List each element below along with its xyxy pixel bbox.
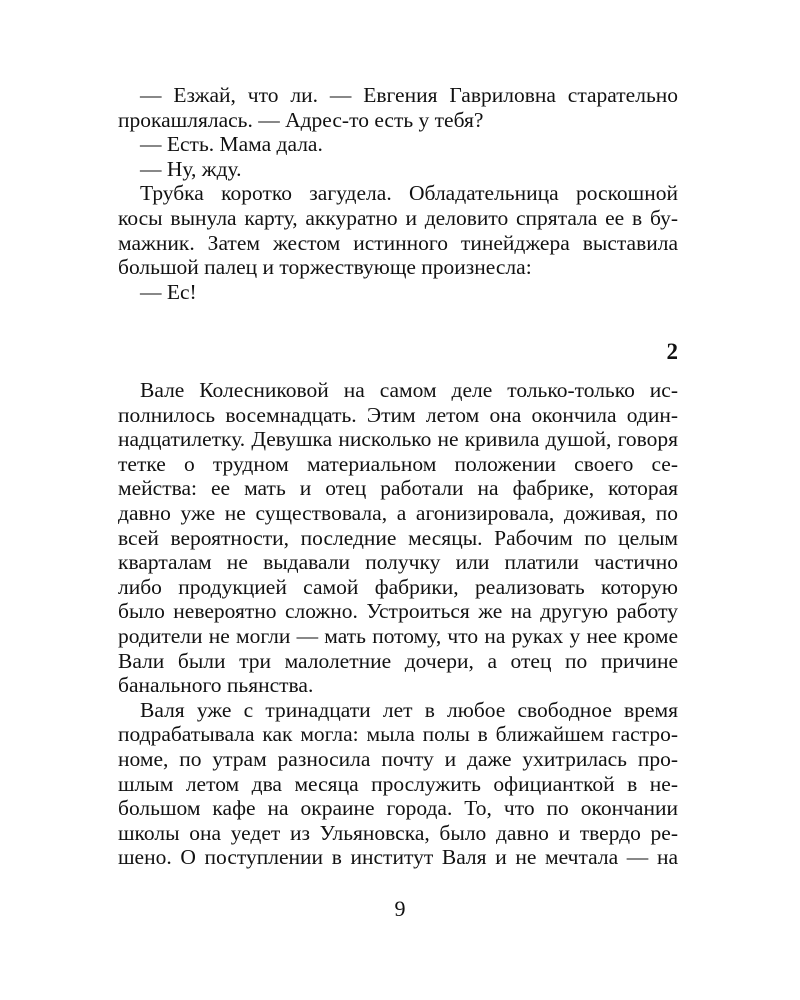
text-line: мажник. Затем жестом истинного тинейджера выставила (118, 230, 678, 255)
text-line: шено. О поступлении в институт Валя и не мечтала — на (118, 845, 678, 870)
text-line: Валя уже с тринадцати лет в любое свободное время (140, 697, 678, 722)
text-line: косы вынула карту, аккуратно и деловито спрятала ее в бу- (118, 205, 678, 230)
text-line: большой палец и торжествующе произнесла: (118, 255, 532, 280)
page-number: 9 (394, 896, 406, 921)
text-line: полнилось восемнадцать. Этим летом она окончила один- (118, 402, 678, 427)
text-line: подрабатывала как могла: мыла полы в ближайшем гастро- (118, 722, 678, 747)
text-line: шлым летом два месяца прослужить официанткой в не- (118, 771, 678, 796)
text-line: тетке о трудном материальном положении своего се- (118, 451, 678, 476)
text-line: — Ну, жду. (140, 156, 242, 181)
text-line: — Ес! (140, 279, 197, 304)
text-line: всей вероятности, последние месяцы. Рабочим по целым (118, 525, 678, 550)
text-line: мейства: ее мать и отец работали на фабрике, которая (118, 476, 678, 501)
text-line: номе, по утрам разносила почту и даже ухитрилась про- (118, 746, 678, 771)
text-line: давно уже не существовала, а агонизировала, доживая, по (118, 500, 678, 525)
body-section (118, 378, 678, 870)
text-line: банального пьянства. (118, 673, 314, 698)
text-line: кварталам не выдавали получку или платили частично (118, 550, 678, 575)
text-line: прокашлялась. — Адрес-то есть у тебя? (118, 107, 484, 132)
text-line: Вали были три малолетние дочери, а отец по причине (118, 648, 678, 673)
text-line: Вале Колесниковой на самом деле только-только ис- (140, 378, 678, 402)
text-line: было невероятно сложно. Устроиться же на другую работу (118, 599, 678, 624)
text-line: Трубка коротко загудела. Обладательница роскошной (140, 181, 678, 206)
chapter-number: 2 (666, 339, 678, 364)
text-line: большом кафе на окраине города. То, что по окончании (118, 796, 678, 821)
text-line: — Есть. Мама дала. (140, 132, 323, 157)
dialogue-section (118, 83, 678, 304)
text-line: надцатилетку. Девушка нисколько не кривила душой, говоря (118, 427, 678, 452)
text-line: либо продукцией самой фабрики, реализовать которую (118, 574, 678, 599)
text-line: родители не могли — мать потому, что на руках у нее кроме (118, 623, 678, 648)
text-line: школы она уедет из Ульяновска, было давно и твердо ре- (118, 820, 678, 845)
text-line: — Езжай, что ли. — Евгения Гавриловна старательно (140, 83, 678, 107)
